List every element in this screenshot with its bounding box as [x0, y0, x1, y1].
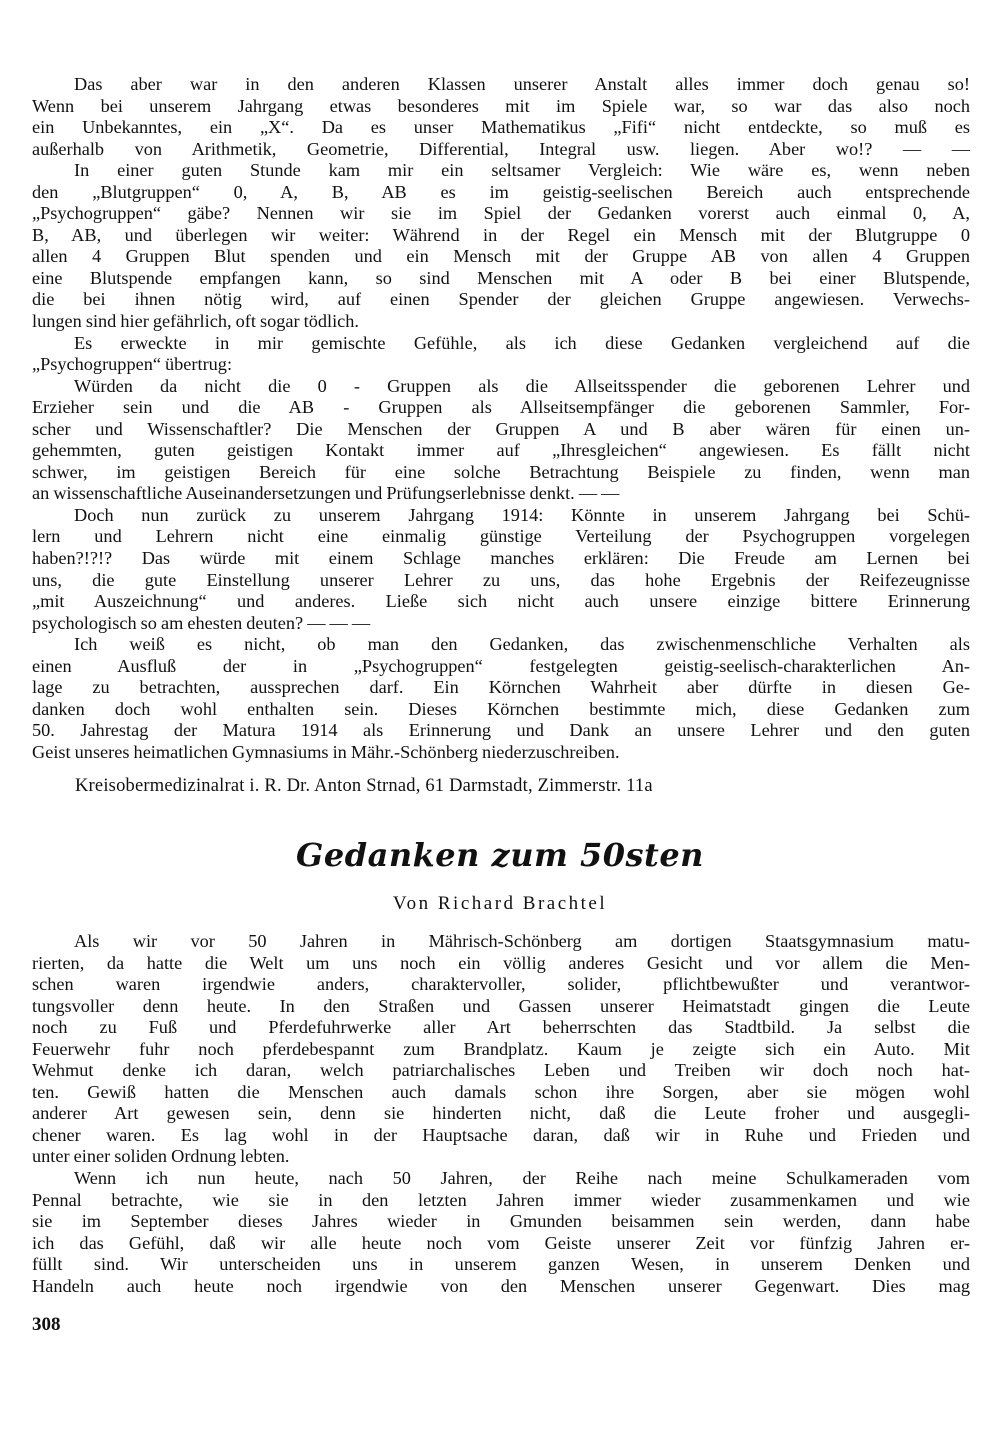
text-line: rierten, da hatte die Welt um uns noch ein völlig anderes Gesicht und vor allem die Men-: [32, 952, 970, 973]
text-line: psychologisch so am ehesten deuten? — — —: [32, 612, 371, 633]
text-line: Feuerwehr fuhr noch pferdebespannt zum Brandplatz. Kaum je zeigte sich ein Auto. Mit: [32, 1038, 970, 1059]
text-line: Würden da nicht die 0 - Gruppen als die Allseitsspender die geborenen Lehrer und: [74, 375, 970, 396]
text-line: Wenn bei unserem Jahrgang etwas besonderes mit im Spiele war, so war das also noch: [32, 95, 970, 116]
text-line: die bei ihnen nötig wird, auf einen Spender der gleichen Gruppe angewiesen. Verwechs-: [32, 289, 970, 310]
text-line: außerhalb von Arithmetik, Geometrie, Differential, Integral usw. liegen. Aber wo!? — —: [32, 138, 970, 159]
text-line: den „Blutgruppen“ 0, A, B, AB es im geistig-seelischen Bereich auch entsprechende: [32, 181, 970, 202]
text-line: „mit Auszeichnung“ und anderes. Ließe sich nicht auch unsere einzige bittere Erinnerung: [32, 591, 970, 612]
text-line: lern und Lehrern nicht eine einmalig günstige Verteilung der Psychogruppen vorgelegen: [32, 526, 970, 547]
text-line: Erzieher sein und die AB - Gruppen als Allseitsempfänger die geborenen Sammler, For-: [32, 397, 970, 418]
text-line: Handeln auch heute noch irgendwie von den Menschen unserer Gegenwart. Dies mag: [32, 1275, 970, 1296]
text-line: In einer guten Stunde kam mir ein seltsamer Vergleich: Wie wäre es, wenn neben: [74, 160, 970, 181]
text-line: Als wir vor 50 Jahren in Mährisch-Schönberg am dortigen Staatsgymnasium matu-: [74, 931, 970, 951]
text-line: 50. Jahrestag der Matura 1914 als Erinnerung und Dank an unsere Lehrer und den guten: [32, 720, 970, 741]
text-line: „Psychogruppen“ übertrug:: [32, 354, 233, 375]
article-byline: Von Richard Brachtel: [392, 893, 608, 914]
text-line: Wehmut denke ich daran, welch patriarchalisches Leben und Treiben wir doch noch hat-: [32, 1060, 970, 1081]
text-line: unter einer soliden Ordnung lebten.: [32, 1146, 290, 1167]
text-line: gehemmten, guten geistigen Kontakt immer auf „Ihresgleichen“ angewiesen. Es fällt nicht: [32, 440, 970, 461]
text-line: füllt sind. Wir unterscheiden uns in unserem ganzen Wesen, in unserem Denken und: [32, 1254, 970, 1275]
previous-article-body: [32, 74, 970, 764]
text-line: Geist unseres heimatlichen Gymnasiums in Mähr.-Schönberg niederzuschreiben.: [32, 741, 620, 762]
text-line: schen waren irgendwie anders, charaktervoller, solider, pflichtbewußter und verantwor-: [32, 974, 970, 995]
text-line: Doch nun zurück zu unserem Jahrgang 1914: Könnte in unserem Jahrgang bei Schü-: [74, 504, 970, 525]
text-line: lage zu betrachten, aussprechen darf. Ein Körnchen Wahrheit aber dürfte in diesen Ge-: [32, 677, 970, 698]
text-line: „Psychogruppen“ gäbe? Nennen wir sie im Spiel der Gedanken vorerst auch einmal 0, A,: [32, 203, 970, 224]
author-signature: Kreisobermedizinalrat i. R. Dr. Anton Strnad, 61 Darmstadt, Zimmerstr. 11a: [75, 776, 653, 796]
text-line: lungen sind hier gefährlich, oft sogar tödlich.: [32, 311, 359, 332]
text-line: haben?!?!? Das würde mit einem Schlage manches erklären: Die Freude am Lernen bei: [32, 548, 970, 569]
text-line: einen Ausfluß der in „Psychogruppen“ festgelegten geistig-seelisch-charakterlichen An-: [32, 655, 970, 676]
text-line: scher und Wissenschaftler? Die Menschen der Gruppen A und B aber wären für einen un-: [32, 418, 970, 439]
text-line: chener waren. Es lag wohl in der Hauptsache daran, daß wir in Ruhe und Frieden und: [32, 1124, 970, 1145]
text-line: anderer Art gewesen sein, denn sie hinderten nicht, daß die Leute froher und ausgegli-: [32, 1103, 970, 1124]
text-line: Das aber war in den anderen Klassen unserer Anstalt alles immer doch genau so!: [74, 74, 970, 94]
text-line: sie im September dieses Jahres wieder in Gmunden beisammen sein werden, dann habe: [32, 1211, 970, 1232]
text-line: B, AB, und überlegen wir weiter: Während in der Regel ein Mensch mit der Blutgruppe 0: [32, 224, 970, 245]
article-body: [32, 931, 970, 1297]
text-line: Pennal betrachte, wie sie in den letzten Jahren immer wieder zusammenkamen und wie: [32, 1189, 970, 1210]
text-line: ich das Gefühl, daß wir alle heute noch vom Geiste unserer Zeit vor fünfzig Jahren er-: [32, 1232, 970, 1253]
text-line: an wissenschaftliche Auseinandersetzungen und Prüfungserlebnisse denkt. — —: [32, 483, 620, 504]
text-line: ein Unbekanntes, ein „X“. Da es unser Mathematikus „Fifi“ nicht entdeckte, so muß es: [32, 117, 970, 138]
text-line: Es erweckte in mir gemischte Gefühle, als ich diese Gedanken vergleichend auf die: [74, 332, 970, 353]
text-line: danken doch wohl enthalten sein. Dieses Körnchen bestimmte mich, diese Gedanken zum: [32, 698, 970, 719]
text-line: schwer, im geistigen Bereich für eine solche Betrachtung Beispiele zu finden, wenn man: [32, 461, 970, 482]
text-line: noch zu Fuß und Pferdefuhrwerke aller Art beherrschten das Stadtbild. Ja selbst die: [32, 1017, 970, 1038]
text-line: eine Blutspende empfangen kann, so sind Menschen mit A oder B bei einer Blutspende,: [32, 267, 970, 288]
text-line: ten. Gewiß hatten die Menschen auch damals schon ihre Sorgen, aber sie mögen wohl: [32, 1081, 970, 1102]
text-line: allen 4 Gruppen Blut spenden und ein Mensch mit der Gruppe AB von allen 4 Gruppen: [32, 246, 970, 267]
text-line: Ich weiß es nicht, ob man den Gedanken, das zwischenmenschliche Verhalten als: [74, 634, 970, 655]
text-line: uns, die gute Einstellung unserer Lehrer zu uns, das hohe Ergebnis der Reifezeugnisse: [32, 569, 970, 590]
article-title: Gedanken zum 50sten: [296, 836, 704, 874]
text-line: tungsvoller denn heute. In den Straßen und Gassen unserer Heimatstadt gingen die Leute: [32, 995, 970, 1016]
text-line: Wenn ich nun heute, nach 50 Jahren, der Reihe nach meine Schulkameraden vom: [74, 1168, 970, 1189]
page-number: 308: [32, 1314, 61, 1335]
